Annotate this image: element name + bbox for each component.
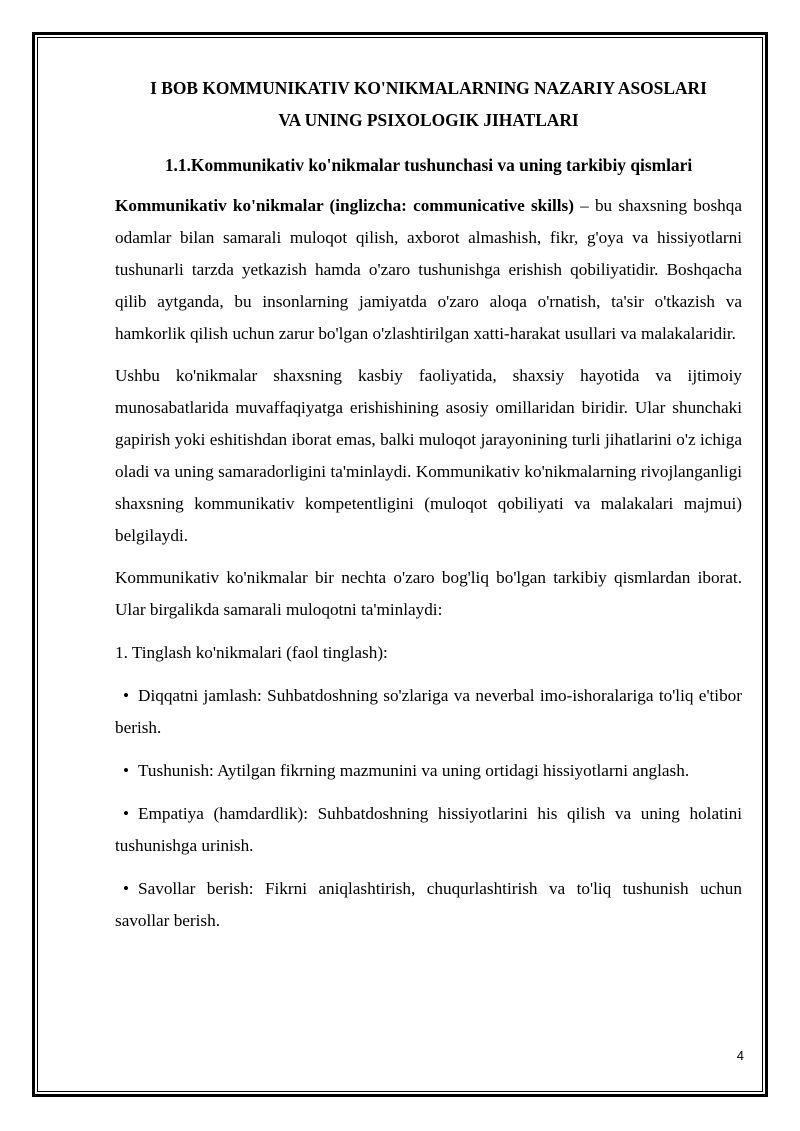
list-item — [115, 680, 742, 744]
chapter-title-line2: VA UNING PSIXOLOGIK JIHATLARI — [278, 110, 579, 130]
list-item-text: Empatiya (hamdardlik): Suhbatdoshning hissiyotlarini his qilish va uning holatini tushunishga urinish. — [115, 804, 742, 855]
list-heading: 1. Tinglash ko'nikmalari (faol tinglash): — [115, 643, 388, 662]
list-item — [115, 798, 742, 862]
paragraph-definition — [115, 190, 742, 350]
bullet-icon: • — [123, 879, 130, 898]
document-body — [115, 72, 742, 937]
chapter-title-line1: I BOB KOMMUNIKATIV KO'NIKMALARNING NAZARIY ASOSLARI — [150, 78, 707, 98]
list-item — [115, 873, 742, 937]
bullet-icon: • — [123, 804, 130, 823]
list-item-text: Savollar berish: Fikrni aniqlashtirish, chuqurlashtirish va to'liq tushunish uchun savollar berish. — [115, 879, 742, 930]
list-item-text: Diqqatni jamlash: Suhbatdoshning so'zlariga va neverbal imo-ishoralariga to'liq e'tibor berish. — [115, 686, 742, 737]
bullet-icon: • — [123, 761, 130, 780]
definition-text: – bu shaxsning boshqa odamlar bilan samarali muloqot qilish, axborot almashish, fikr, g'oya va hissiyotlarni tushunarli tarzda yetkazish hamda o'zaro tushunishga erishish qobiliyatidir. Boshqacha qilib aytganda, bu insonlarning jamiyatda o'zaro aloqa o'rnatish, ta'sir o'tkazish va hamkorlik qilish uchun zarur bo'lgan o'zlashtirilgan xatti-harakat usullari va malakalaridir. — [115, 196, 742, 343]
term-bold: Kommunikativ ko'nikmalar (inglizcha: communicative skills) — [115, 196, 574, 215]
section-title: 1.1.Kommunikativ ko'nikmalar tushunchasi va uning tarkibiy qismlari — [164, 155, 693, 175]
paragraph-importance: Ushbu ko'nikmalar shaxsning kasbiy faoliyatida, shaxsiy hayotida va ijtimoiy munosabatlarida muvaffaqiyatga erishishining asosiy omillaridan biridir. Ular shunchaki gapirish yoki eshitishdan iborat emas, balki muloqot jarayonining turli jihatlarini o'z ichiga oladi va uning samaradorligini ta'minlaydi. Kommunikativ ko'nikmalarning rivojlanganligi shaxsning kommunikativ kompetentligini (muloqot qobiliyati va malakalari majmui) belgilaydi. — [115, 366, 742, 545]
bullet-icon: • — [123, 686, 130, 705]
page-number: 4 — [736, 1048, 744, 1063]
paragraph-components: Kommunikativ ko'nikmalar bir nechta o'zaro bog'liq bo'lgan tarkibiy qismlardan iborat. Ular birgalikda samarali muloqotni ta'minlaydi: — [115, 568, 742, 619]
list-item-text: Tushunish: Aytilgan fikrning mazmunini va uning ortidagi hissiyotlarni anglash. — [138, 761, 690, 780]
list-item — [115, 755, 742, 787]
